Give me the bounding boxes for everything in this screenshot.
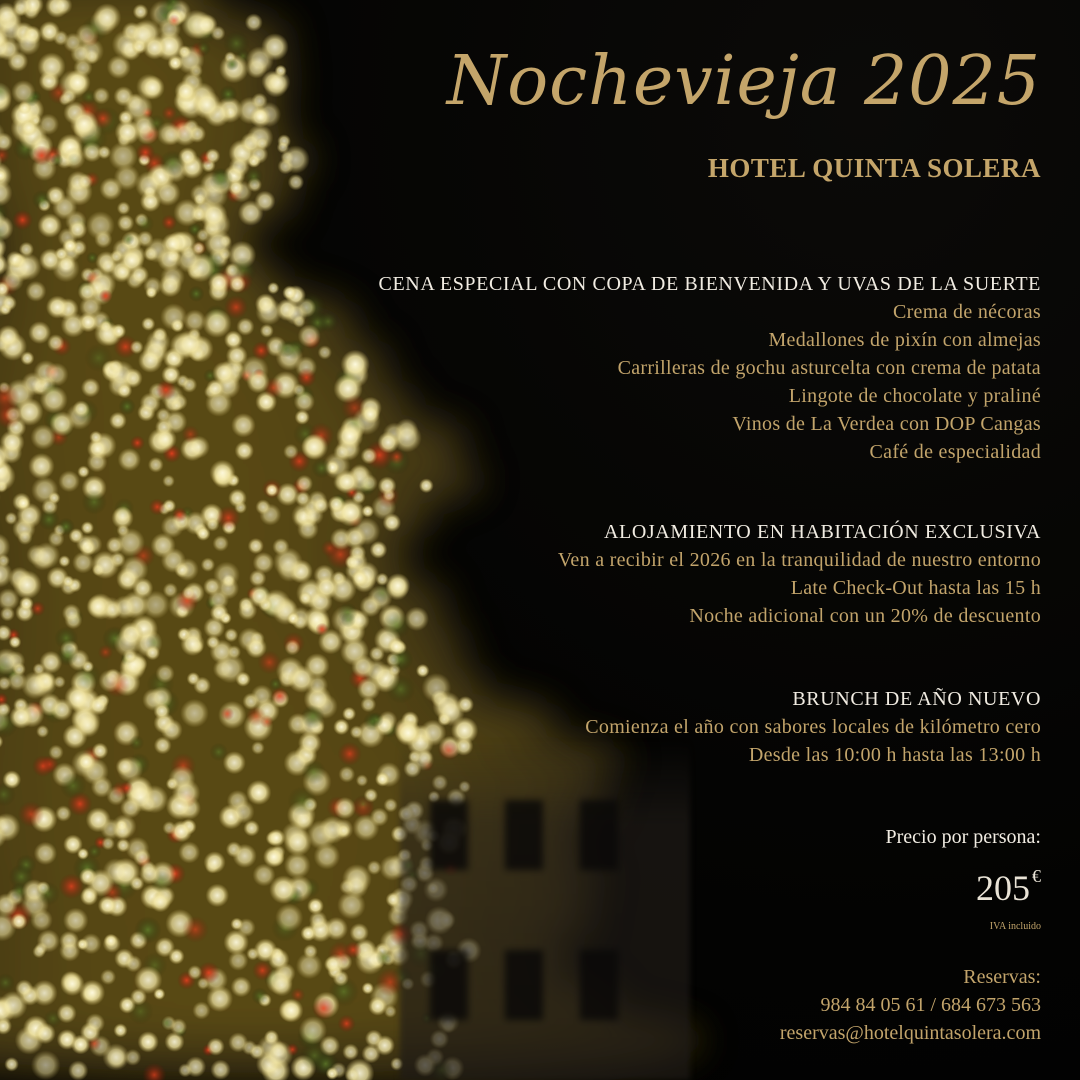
section-accommodation — [558, 518, 1041, 630]
reservations-email: reservas@hotelquintasolera.com — [779, 1022, 1041, 1044]
feature-item: Noche adicional con un 20% de descuento — [689, 605, 1041, 627]
section-brunch — [585, 685, 1041, 769]
price-amount: 205 — [976, 868, 1030, 908]
hotel-name: HOTEL QUINTA SOLERA — [707, 153, 1041, 183]
menu-item: Carrilleras de gochu asturcelta con crema de patata — [617, 357, 1041, 379]
section-dinner — [379, 270, 1041, 466]
price-value — [976, 866, 1041, 909]
feature-item: Desde las 10:00 h hasta las 13:00 h — [748, 744, 1041, 766]
section-heading: ALOJAMIENTO EN HABITACIÓN EXCLUSIVA — [604, 521, 1041, 543]
menu-item: Crema de nécoras — [892, 301, 1041, 323]
section-heading: CENA ESPECIAL CON COPA DE BIENVENIDA Y UVAS DE LA SUERTE — [378, 273, 1041, 295]
reservations-phones: 984 84 05 61 / 684 673 563 — [820, 994, 1041, 1016]
event-title: Nochevieja 2025 — [446, 42, 1041, 121]
menu-item: Vinos de La Verdea con DOP Cangas — [732, 413, 1041, 435]
menu-item: Café de especialidad — [869, 441, 1041, 463]
price-label: Precio por persona: — [885, 826, 1041, 848]
reservations-label: Reservas: — [963, 966, 1041, 988]
poster-content — [321, 0, 1041, 1080]
feature-item: Comienza el año con sabores locales de kilómetro cero — [585, 716, 1041, 738]
menu-item: Lingote de chocolate y praliné — [788, 385, 1041, 407]
menu-item: Medallones de pixín con almejas — [768, 329, 1041, 351]
feature-item: Late Check-Out hasta las 15 h — [790, 577, 1041, 599]
feature-item: Ven a recibir el 2026 en la tranquilidad de nuestro entorno — [557, 549, 1041, 571]
tax-note: IVA incluido — [989, 921, 1041, 932]
price-currency: € — [1032, 866, 1041, 886]
reservations-block — [780, 963, 1041, 1047]
section-heading: BRUNCH DE AÑO NUEVO — [792, 688, 1041, 710]
